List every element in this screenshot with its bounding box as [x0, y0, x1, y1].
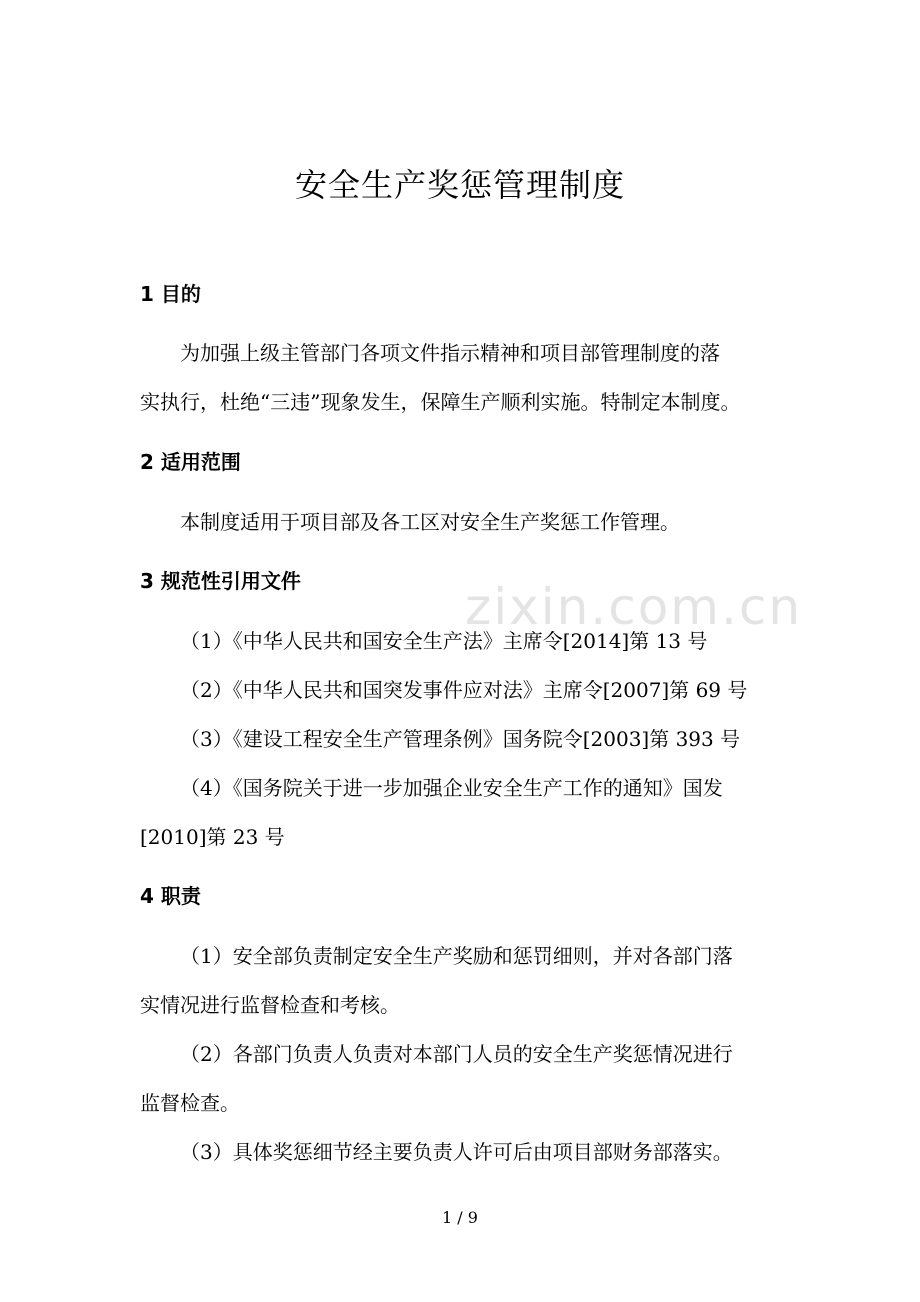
reference-item: （4）《国务院关于进一步加强企业安全生产工作的通知》国发: [180, 776, 723, 800]
page-number: 1 / 9: [442, 1208, 478, 1227]
document-title: 安全生产奖惩管理制度: [294, 166, 625, 204]
body-line: 实执行，杜绝“三违”现象发生，保障生产顺利实施。特制定本制度。: [140, 390, 741, 414]
reference-item: （2）《中华人民共和国突发事件应对法》主席令[2007]第 69 号: [180, 678, 748, 702]
section-heading-purpose: 1 目的: [140, 282, 201, 306]
body-line: （1）安全部负责制定安全生产奖励和惩罚细则，并对各部门落: [180, 944, 733, 968]
body-line: （3）具体奖惩细节经主要负责人许可后由项目部财务部落实。: [180, 1140, 733, 1164]
section-heading-references: 3 规范性引用文件: [140, 569, 301, 593]
body-line: 监督检查。: [140, 1091, 240, 1115]
body-line: 实情况进行监督检查和考核。: [140, 993, 400, 1017]
reference-item: （1）《中华人民共和国安全生产法》主席令[2014]第 13 号: [180, 629, 708, 653]
section-body-references: [140, 625, 790, 870]
body-line: （2）各部门负责人负责对本部门人员的安全生产奖惩情况进行: [180, 1042, 733, 1066]
section-body-responsibilities: [140, 940, 790, 1185]
body-line: 本制度适用于项目部及各工区对安全生产奖惩工作管理。: [180, 510, 680, 534]
section-body-purpose: [140, 337, 790, 435]
section-body-scope: [140, 506, 790, 555]
section-heading-responsibilities: 4 职责: [140, 884, 201, 908]
section-heading-scope: 2 适用范围: [140, 450, 241, 474]
reference-item-continuation: [2010]第 23 号: [140, 825, 285, 849]
body-line: 为加强上级主管部门各项文件指示精神和项目部管理制度的落: [180, 341, 720, 365]
reference-item: （3）《建设工程安全生产管理条例》国务院令[2003]第 393 号: [180, 727, 741, 751]
watermark: zixin.com.cn: [465, 578, 803, 636]
